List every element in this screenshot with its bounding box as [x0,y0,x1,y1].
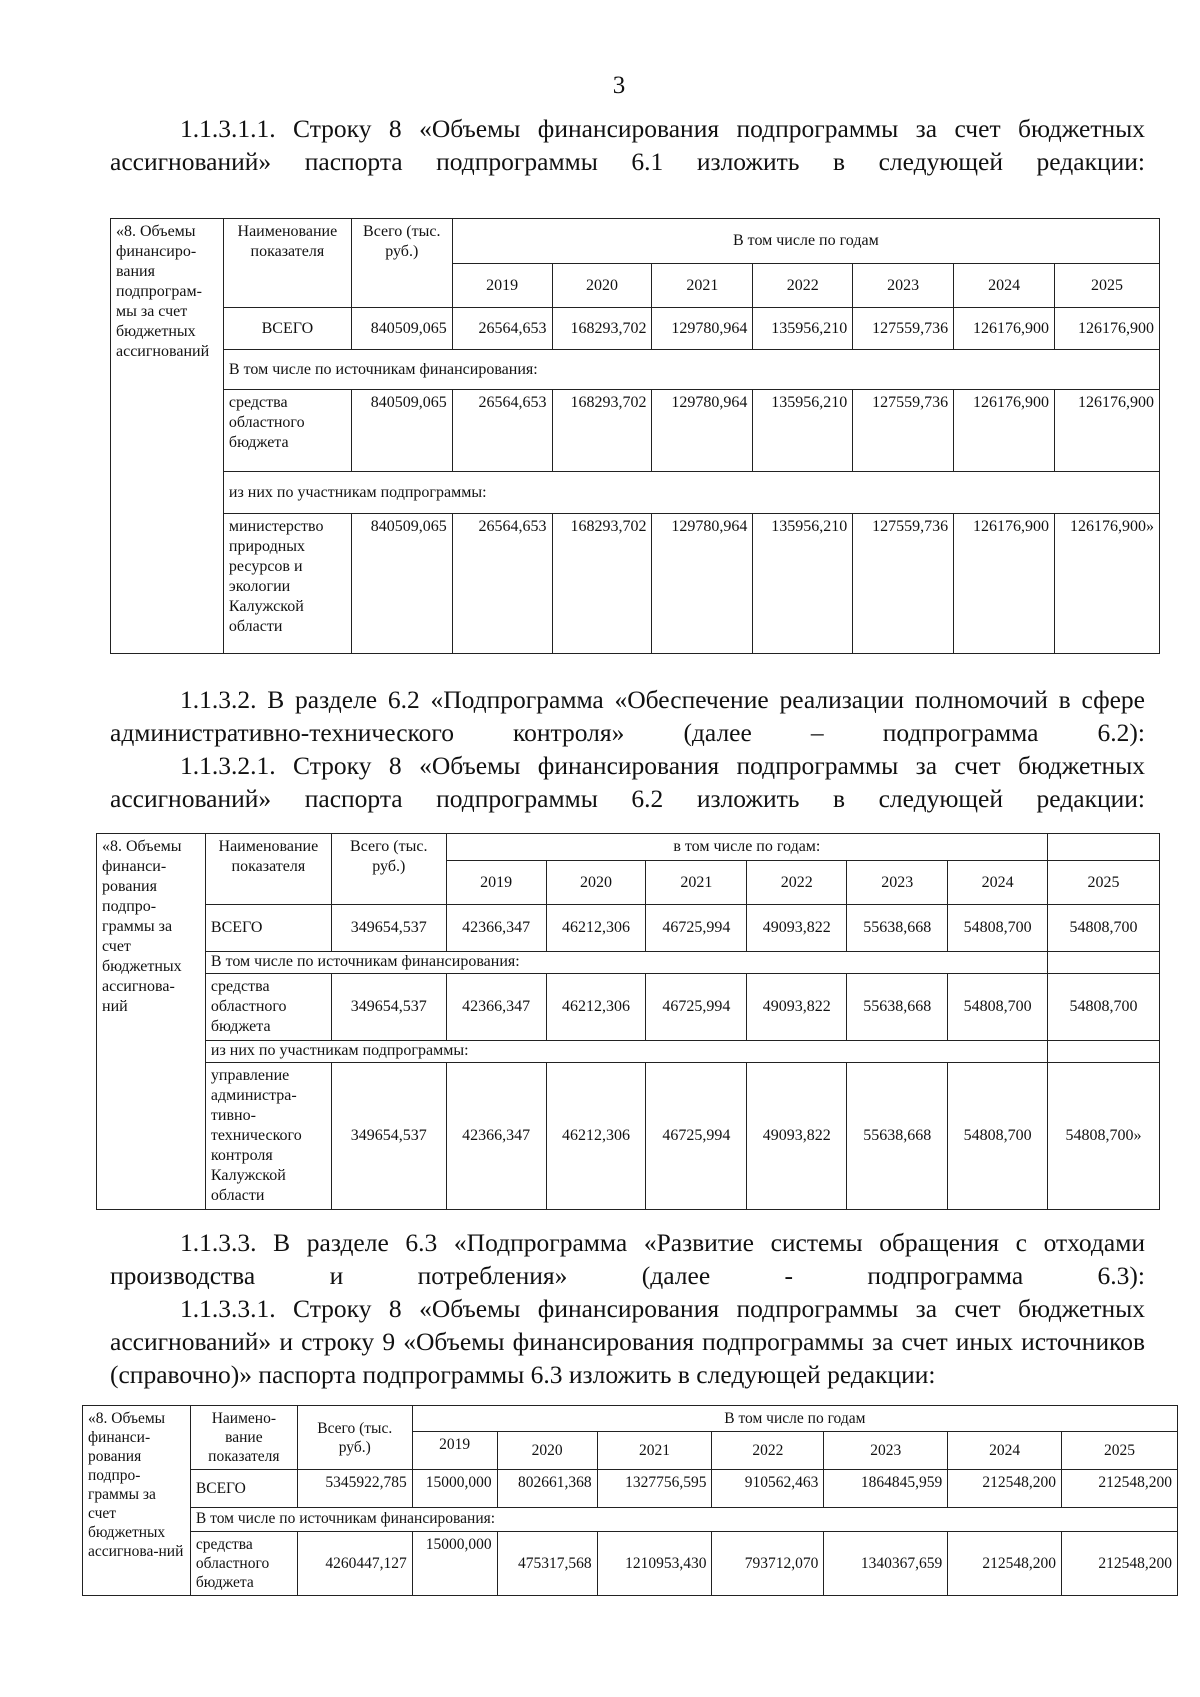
year-header: 2024 [948,861,1048,905]
row-label: «8. Объемы финанси-рования подпро-граммы за счет бюджетных ассигнова-ний [83,1406,191,1596]
header-indicator-name: Наименование показателя [223,219,351,308]
year-header: 2021 [652,264,753,308]
table-section-row: В том числе по источникам финансирования: [83,1508,1178,1532]
year-header: 2025 [1062,1432,1178,1470]
table-row: ВСЕГО 840509,065 26564,653 168293,702 129780,964 135956,210 127559,736 126176,900 126176,900 [111,308,1160,350]
header-years: В том числе по годам [412,1406,1177,1432]
row-label: «8. Объемы финанси-рования подпро-граммы за счет бюджетных ассигнова-ний [97,834,206,1210]
year-header: 2022 [712,1432,824,1470]
paragraph-5: 1.1.3.3.1. Строку 8 «Объемы финансирования подпрограммы за счет бюджетных ассигнований» и строку 9 «Объемы финансирования подпрограммы за счет иных источников (справочно)» паспорта подпрограммы 6.3 изложить в следующей редакции: [110,1294,1145,1389]
paragraph-1: 1.1.3.1.1. Строку 8 «Объемы финансирования подпрограммы за счет бюджетных ассигнований» паспорта подпрограммы 6.1 изложить в следующей редакции: [110,114,1145,176]
table-row: ВСЕГО 349654,537 42366,347 46212,306 46725,994 49093,822 55638,668 54808,700 54808,700 [97,905,1160,952]
table-row: управление администра-тивно-технического контроля Калужской области 349654,537 42366,347 46212,306 46725,994 49093,822 55638,668 54808,700 54808,700» [97,1063,1160,1210]
paragraph-4: 1.1.3.3. В разделе 6.3 «Подпрограмма «Развитие системы обращения с отходами производства и потребления» (далее - подпрограмма 6.3): [110,1228,1145,1290]
year-header: 2019 [452,264,552,308]
financing-table-6-1 [110,218,1160,654]
table-section-row: из них по участникам подпрограммы: [111,472,1160,514]
table-row: средства областного бюджета 4260447,127 15000,000 475317,568 1210953,430 793712,070 1340367,659 212548,200 212548,200 [83,1532,1178,1596]
year-header: 2019 [412,1432,497,1470]
year-header: 2021 [597,1432,712,1470]
year-header: 2024 [948,1432,1062,1470]
paragraph-3: 1.1.3.2.1. Строку 8 «Объемы финансирования подпрограммы за счет бюджетных ассигнований» паспорта подпрограммы 6.2 изложить в следующей редакции: [110,751,1145,813]
financing-table-6-3 [82,1405,1178,1596]
year-header: 2020 [546,861,646,905]
year-header: 2022 [753,264,853,308]
header-indicator-name: Наимено-вание показателя [190,1406,297,1470]
table-section-row: В том числе по источникам финансирования: [111,350,1160,390]
year-header: 2023 [853,264,954,308]
year-header: 2024 [954,264,1055,308]
table-section-row: В том числе по источникам финансирования: [97,952,1160,974]
header-years: В том числе по годам [452,219,1159,264]
financing-table-6-2 [96,833,1160,1210]
page-number: 3 [612,72,626,99]
year-header: 2023 [847,861,948,905]
year-header: 2022 [747,861,847,905]
table-row: ВСЕГО 5345922,785 15000,000 802661,368 1327756,595 910562,463 1864845,959 212548,200 212548,200 [83,1470,1178,1508]
header-years: в том числе по годам: [446,834,1047,861]
paragraph-2: 1.1.3.2. В разделе 6.2 «Подпрограмма «Обеспечение реализации полномочий в сфере административно-технического контроля» (далее – подпрограмма 6.2): [110,685,1145,747]
header-total: Всего (тыс. руб.) [331,834,446,905]
year-header: 2020 [552,264,652,308]
table-section-row: из них по участникам подпрограммы: [97,1041,1160,1063]
header-indicator-name: Наименование показателя [205,834,331,905]
header-total: Всего (тыс. руб.) [297,1406,412,1470]
year-header: 2025 [1055,264,1160,308]
year-header: 2025 [1048,861,1160,905]
table-row: министерство природных ресурсов и экологии Калужской области 840509,065 26564,653 168293,702 129780,964 135956,210 127559,736 126176,900 126176,900» [111,514,1160,654]
header-total: Всего (тыс. руб.) [351,219,452,308]
year-header: 2023 [824,1432,948,1470]
year-header: 2019 [446,861,546,905]
row-label: «8. Объемы финансиро-вания подпрограм-мы за счет бюджетных ассигнований [111,219,224,654]
table-row: средства областного бюджета 840509,065 26564,653 168293,702 129780,964 135956,210 127559,736 126176,900 126176,900 [111,390,1160,472]
year-header: 2021 [646,861,747,905]
table-row: средства областного бюджета 349654,537 42366,347 46212,306 46725,994 49093,822 55638,668 54808,700 54808,700 [97,974,1160,1041]
year-header: 2020 [497,1432,597,1470]
